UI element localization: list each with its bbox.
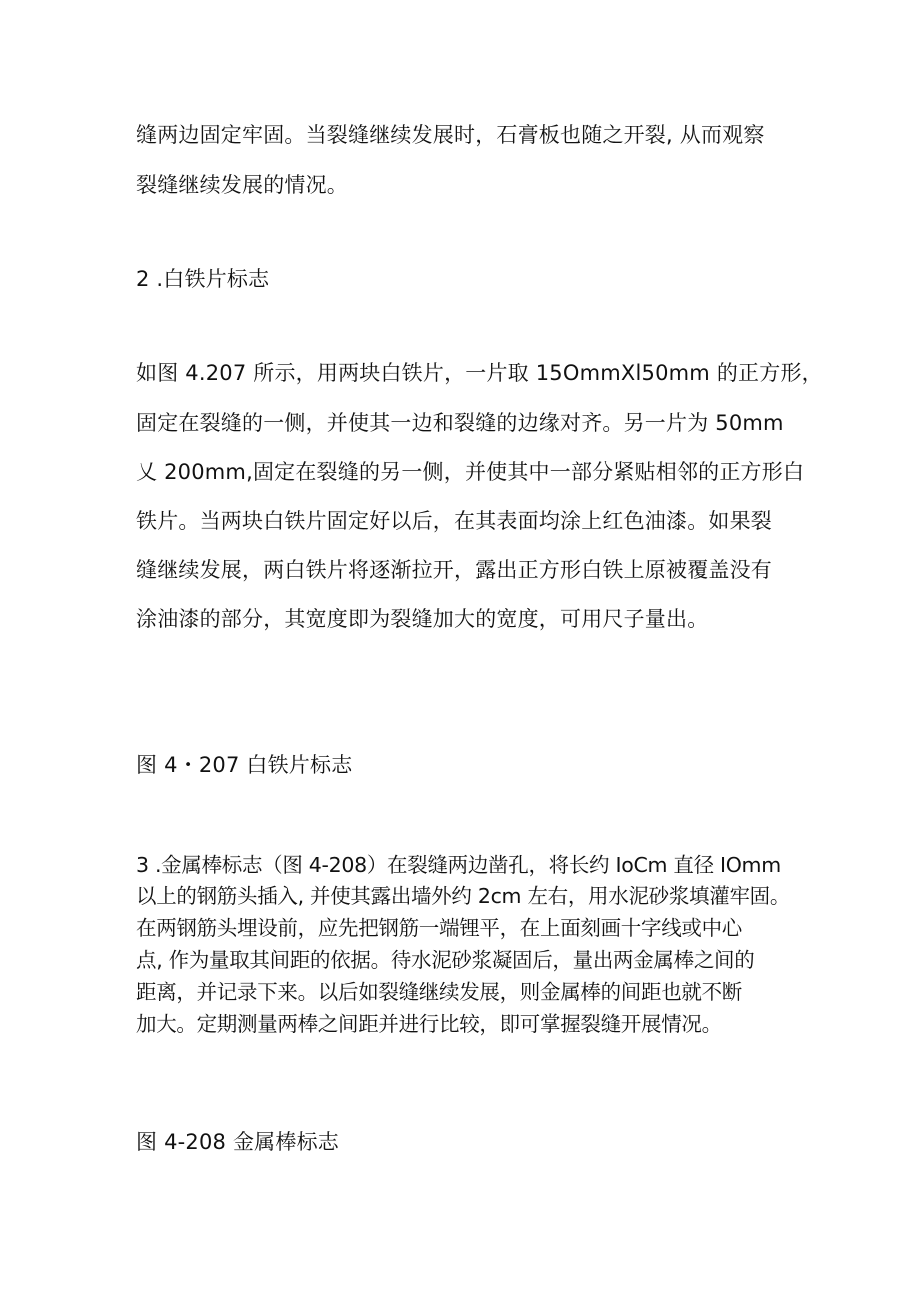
section-2-line-3: 乂 200mm,固定在裂缝的另一侧，并使其中一部分紧贴相邻的正方形白 xyxy=(136,460,805,484)
section-3-line-4: 点, 作为量取其间距的依据。待水泥砂浆凝固后，量出两金属棒之间的 xyxy=(136,948,755,972)
section-3-line-1: 3 .金属棒标志（图 4-208）在裂缝两边凿孔，将长约 IoCm 直径 IOmm xyxy=(136,853,781,877)
section-2-heading: 2 .白铁片标志 xyxy=(136,267,270,291)
section-3-line-6: 加大。定期测量两棒之间距并进行比较，即可掌握裂缝开展情况。 xyxy=(136,1012,722,1036)
figure-4-207-caption: 图 4・207 白铁片标志 xyxy=(136,753,353,777)
figure-4-208-caption: 图 4-208 金属棒标志 xyxy=(136,1130,339,1154)
section-2-line-5: 缝继续发展，两白铁片将逐渐拉开，露出正方形白铁上原被覆盖没有 xyxy=(136,558,772,582)
section-2-line-2: 固定在裂缝的一侧，并使其一边和裂缝的边缘对齐。另一片为 50mm xyxy=(136,411,784,435)
section-3-line-3: 在两钢筋头埋设前，应先把钢筋一端锂平，在上面刻画十字线或中心 xyxy=(136,916,742,940)
section-3-line-5: 距离，并记录下来。以后如裂缝继续发展，则金属棒的间距也就不断 xyxy=(136,980,742,1004)
intro-line-2: 裂缝继续发展的情况。 xyxy=(136,173,348,197)
section-3-line-2: 以上的钢筋头插入, 并使其露出墙外约 2cm 左右，用水泥砂浆填灌牢固。 xyxy=(136,884,791,908)
intro-line-1: 缝两边固定牢固。当裂缝继续发展时，石膏板也随之开裂, 从而观察 xyxy=(136,123,765,147)
section-2-line-6: 涂油漆的部分，其宽度即为裂缝加大的宽度，可用尺子量出。 xyxy=(136,607,709,631)
section-2-line-4: 铁片。当两块白铁片固定好以后，在其表面均涂上红色油漆。如果裂 xyxy=(136,509,772,533)
section-2-line-1: 如图 4.207 所示，用两块白铁片，一片取 15OmmXl50mm 的正方形， xyxy=(136,361,823,385)
